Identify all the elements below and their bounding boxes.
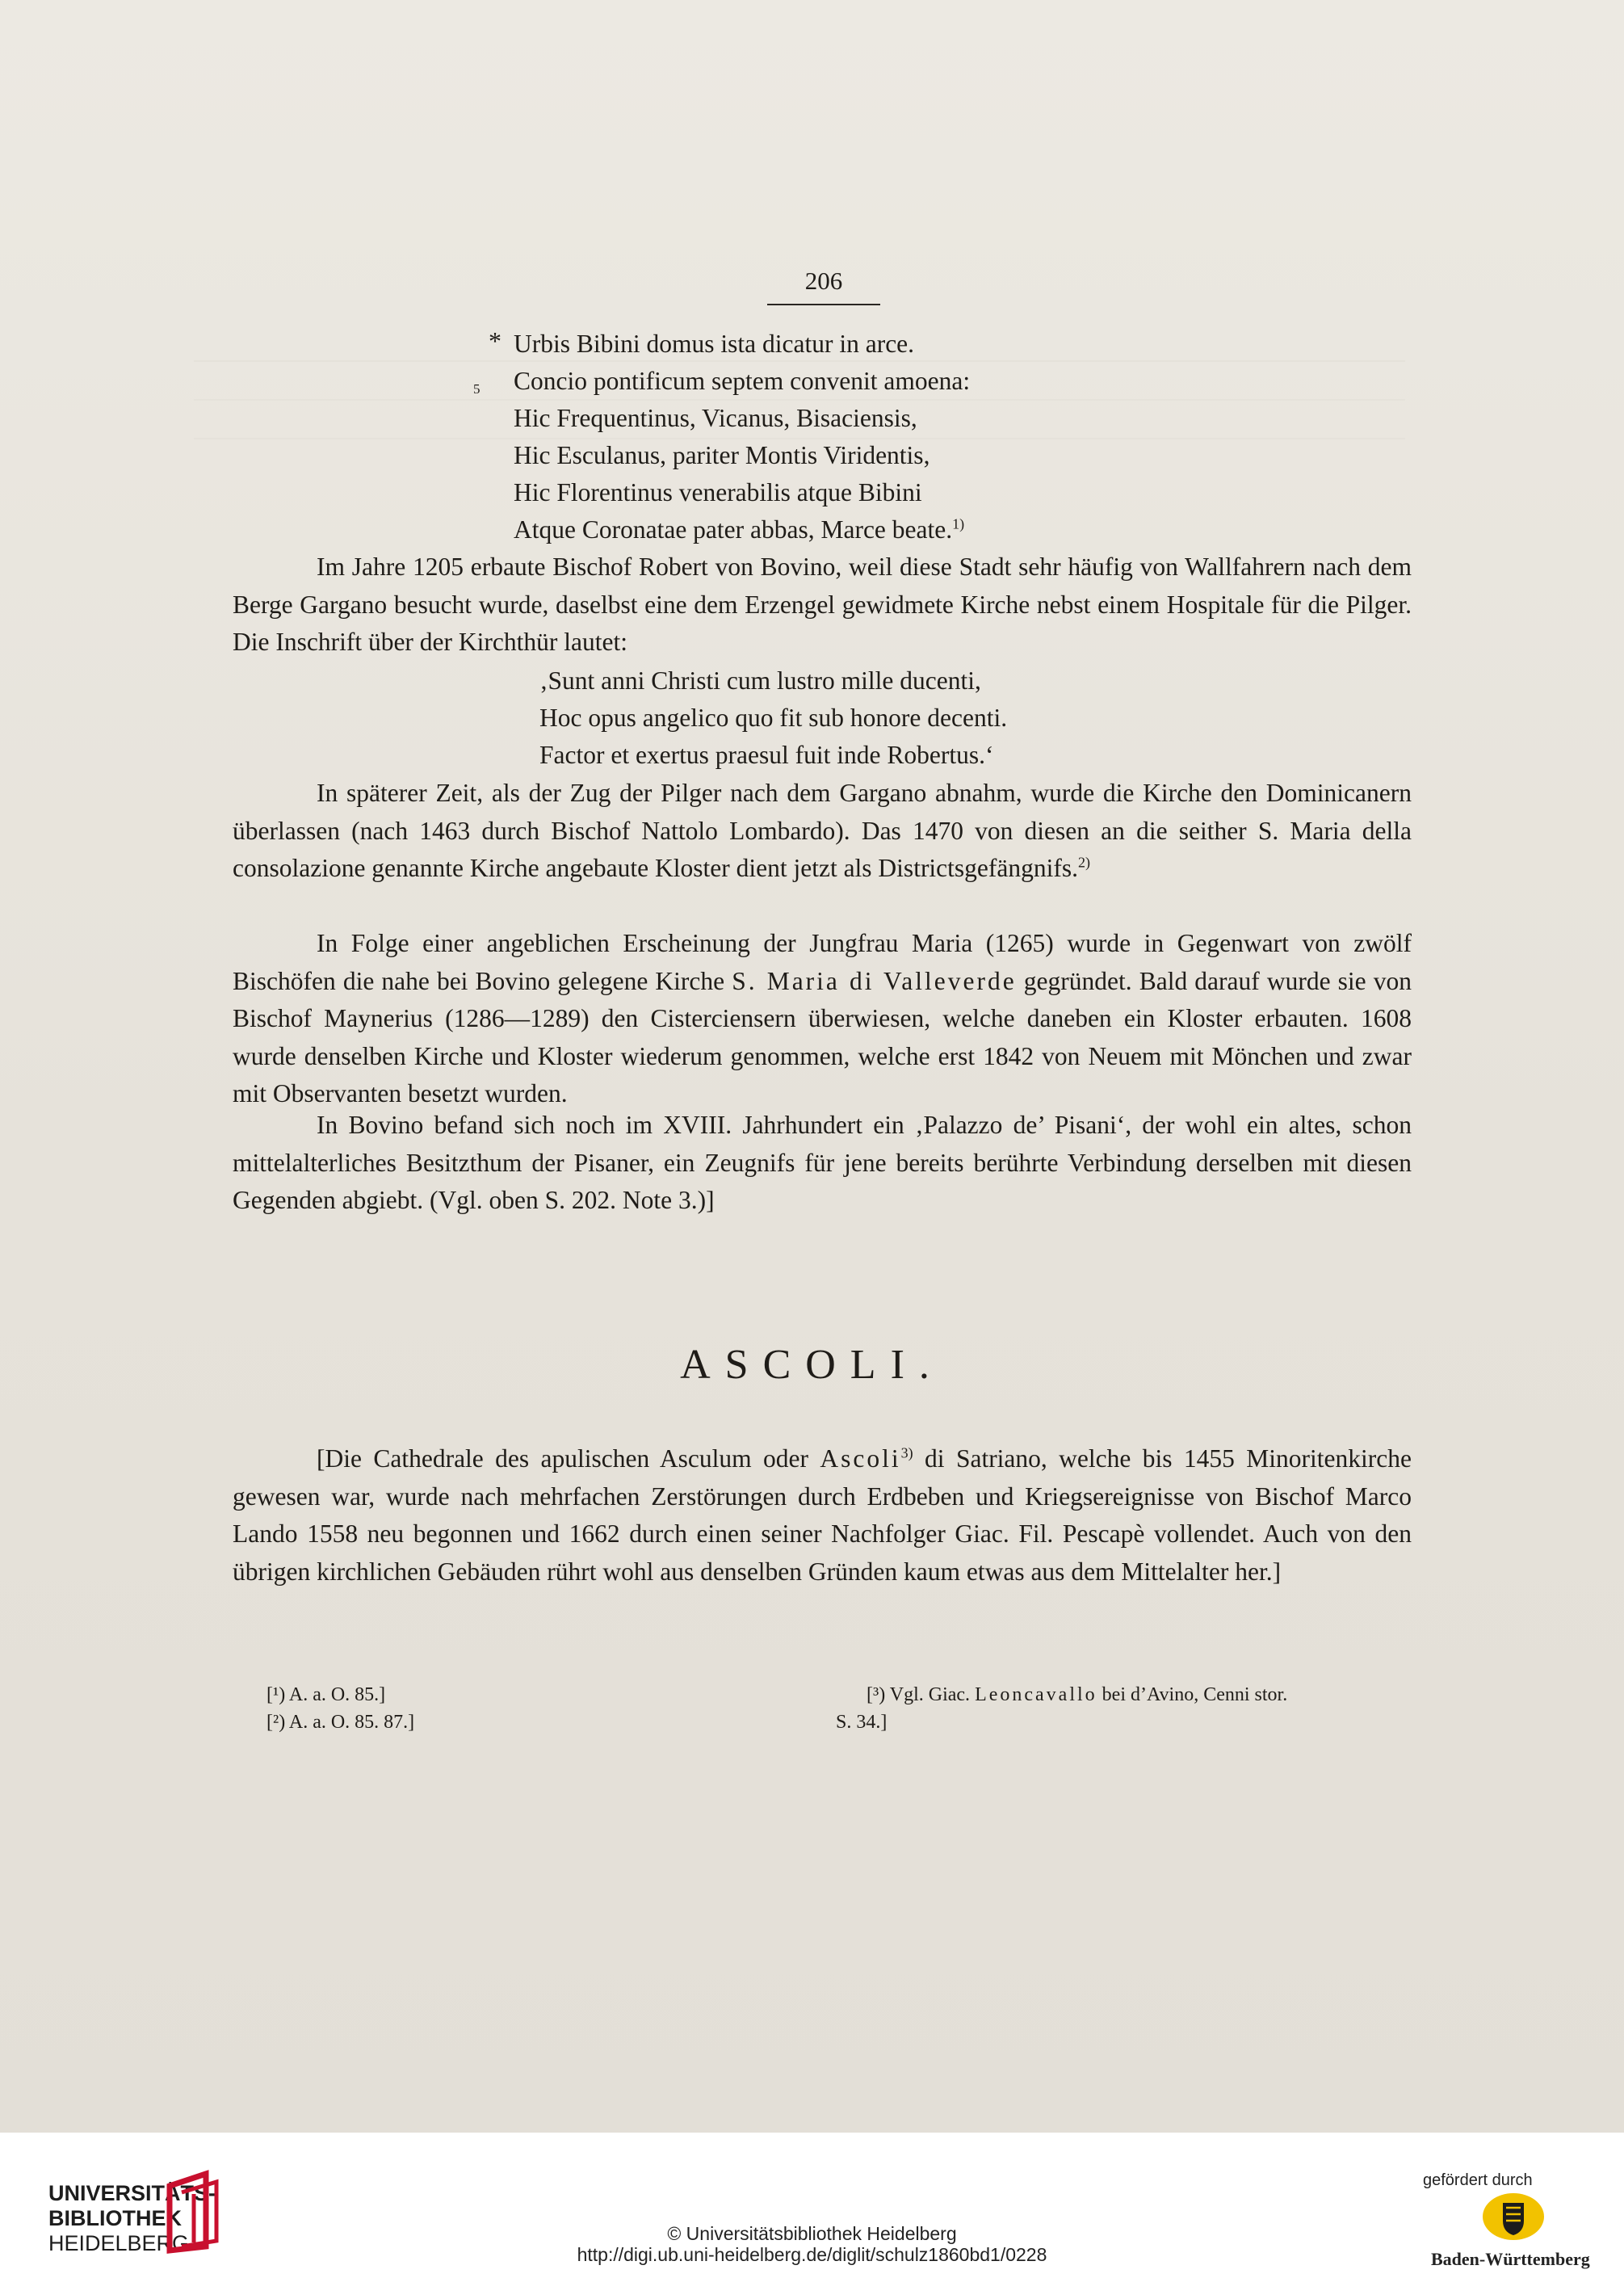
copyright-notice [0, 2223, 1624, 2265]
paragraph-text: Im Jahre 1205 erbaute Bischof Robert von Bovino, weil diese Stadt sehr häufig von Wallfahrern nach dem Berge Gargano besucht wurde, daselbst eine dem Erzengel gewidmete Kirche nebst einem Hospitale für die Pilger. Die Inschrift über der Kirchthür lautet: [233, 553, 1412, 656]
poem-line [514, 437, 970, 474]
paragraph-robert-bovino [233, 548, 1412, 662]
poem-line [514, 474, 970, 511]
poem-line-marker: * [489, 326, 501, 355]
paragraph-valleverde [233, 925, 1412, 1113]
poem-line-number: 5 [473, 381, 480, 397]
paragraph-text: In Folge einer angeblichen Erscheinung der Jungfrau Maria (1265) wurde in Gegenwart von zwölf Bischöfen die nahe bei Bovino gelegene Kirche [233, 929, 1412, 995]
footnote: S. 34.] [836, 1712, 888, 1733]
footnote: [³) Vgl. Giac. Leoncavallo bei d’Avino, Cenni stor. [867, 1684, 1288, 1705]
latin-poem [473, 326, 971, 548]
state-name: Baden-Württemberg [1431, 2249, 1590, 2269]
paragraph-dominicans [233, 775, 1412, 888]
poem-line-text: Hic Esculanus, pariter Montis Viridentis, [514, 441, 930, 469]
paragraph-ascoli-cathedral [233, 1440, 1412, 1591]
footnote: [¹) A. a. O. 85.] [266, 1684, 386, 1705]
section-heading: ASCOLI. [680, 1342, 944, 1388]
paragraph-text: In späterer Zeit, als der Zug der Pilger nach dem Gargano abnahm, wurde die Kirche den Dominicanern überlassen (nach 1463 durch Bischof Nattolo Lombardo). Das 1470 von diesen an die seither S. Maria della consolazione genannte Kirche angebaute Kloster dient jetzt als Districtsgefängnifs. [233, 779, 1412, 882]
permalink[interactable]: http://digi.ub.uni-heidelberg.de/diglit/schulz1860bd1/0228 [577, 2244, 1047, 2265]
paragraph-emphasis: Ascoli [820, 1444, 901, 1473]
paragraph-emphasis: S. Maria di Valleverde [732, 966, 1017, 995]
footnote-ref: 2) [1078, 854, 1091, 871]
paragraph-palazzo-pisani [233, 1107, 1412, 1220]
poem-line-text: Atque Coronatae pater abbas, Marce beate. [514, 515, 953, 544]
poem-line-text: Hic Florentinus venerabilis atque Bibini [514, 478, 922, 506]
poem-line-text: Hic Frequentinus, Vicanus, Bisaciensis, [514, 404, 917, 432]
paragraph-text: [Die Cathedrale des apulischen Asculum oder [317, 1444, 809, 1473]
footnote-ref: 3) [900, 1444, 913, 1461]
inscription-line: Hoc opus angelico quo fit sub honore decenti. [539, 704, 1008, 732]
paragraph-text: gegründet. Bald darauf wurde sie von Bischof Maynerius (1286—1289) den Cisterciensern überwiesen, welche daneben ein Kloster erbauten. 1608 wurde denselben Kirche und Kloster wiederum genommen, welche erst 1842 von Neuem mit Mönchen und zwar mit Observanten besetzt wurden. [233, 966, 1412, 1107]
copyright-text: © Universitätsbibliothek Heidelberg [667, 2223, 957, 2244]
poem-line-text: Concio pontificum septem convenit amoena: [514, 367, 971, 395]
paragraph-text: di Satriano, welche bis 1455 Minoritenkirche gewesen war, wurde nach mehrfachen Zerstörungen durch Erdbeben und Kriegsereignisse von Bischof Marco Lando 1558 neu begonnen und 1662 durch einen seiner Nachfolger Giac. Fil. Pescapè vollendet. Auch von den übrigen kirchlichen Gebäuden rührt wohl aus denselben Gründen kaum etwas aus dem Mittelalter her.] [233, 1444, 1412, 1586]
poem-line [514, 400, 970, 437]
inscription-line: Factor et exertus praesul fuit inde Robertus.‘ [539, 741, 994, 769]
footnote-ref: 1) [952, 515, 965, 532]
footnote: [²) A. a. O. 85. 87.] [266, 1712, 415, 1733]
library-name-line: BIBLIOTHEK [48, 2206, 182, 2230]
poem-line [473, 363, 971, 400]
paragraph-text: In Bovino befand sich noch im XVIII. Jahrhundert ein ‚Palazzo de’ Pisani‘, der wohl ein altes, schon mittelalterliches Besitzthum der Pisaner, ein Zeugnifs für jene bereits berührte Verbindung derselben mit diesen Gegenden abgiebt. (Vgl. oben S. 202. Note 3.)] [233, 1111, 1412, 1214]
funded-by-label: gefördert durch [1423, 2171, 1533, 2189]
library-name-line: UNIVERSITÄTS- [48, 2181, 216, 2205]
page-number: 206 [767, 267, 880, 305]
poem-line [489, 326, 970, 363]
library-name-line: HEIDELBERG [48, 2231, 190, 2255]
poem-line-text: Urbis Bibini domus ista dicatur in arce. [514, 330, 915, 358]
inscription-line: ‚Sunt anni Christi cum lustro mille ducenti, [539, 666, 981, 695]
baden-wuerttemberg-emblem-icon [1481, 2192, 1546, 2242]
poem-line [514, 511, 970, 548]
